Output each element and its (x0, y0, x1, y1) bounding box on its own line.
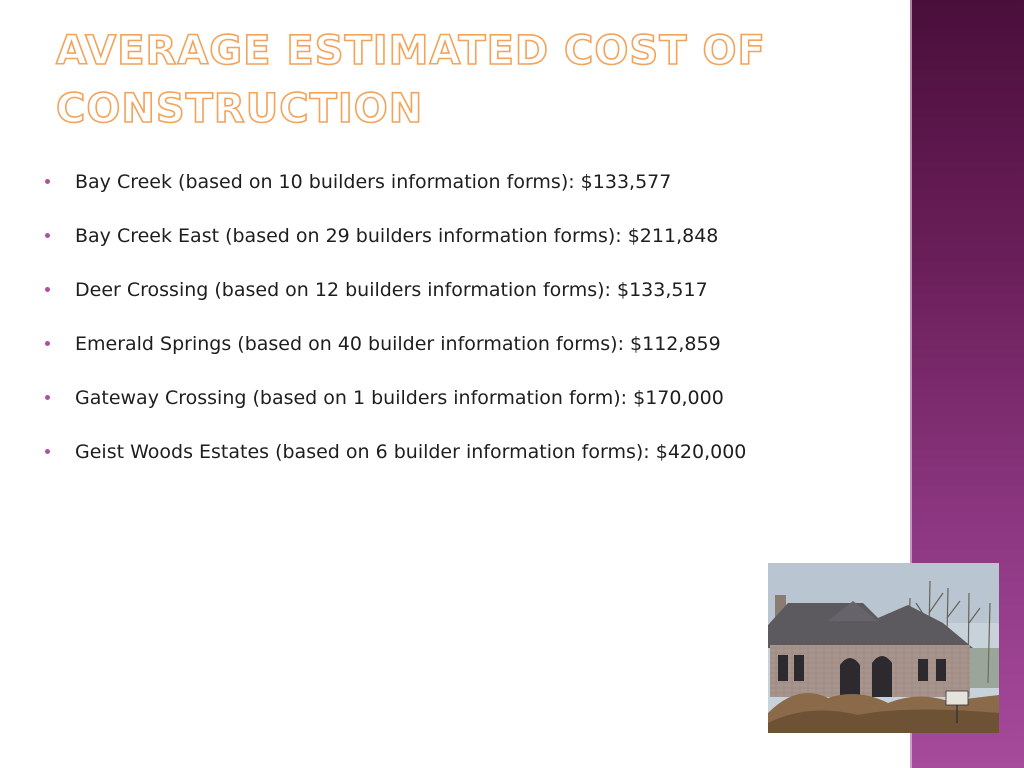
bullet-text: Geist Woods Estates (based on 6 builder information forms): $420,000 (75, 441, 747, 463)
bullet-dot-icon (45, 449, 50, 454)
bullet-item (44, 274, 904, 328)
bullet-dot-icon (45, 233, 50, 238)
bullet-text: Deer Crossing (based on 12 builders information forms): $133,517 (75, 279, 708, 301)
bullet-item (44, 382, 904, 436)
bullet-item (44, 220, 904, 274)
slide-title: AVERAGE ESTIMATED COST OF CONSTRUCTION (56, 28, 766, 132)
bullet-dot-icon (45, 395, 50, 400)
bullet-text: Bay Creek East (based on 29 builders information forms): $211,848 (75, 225, 719, 247)
bullet-text: Emerald Springs (based on 40 builder information forms): $112,859 (75, 333, 721, 355)
bullet-text: Bay Creek (based on 10 builders information forms): $133,577 (75, 171, 672, 193)
bullet-text: Gateway Crossing (based on 1 builders information form): $170,000 (75, 387, 724, 409)
bullet-dot-icon (45, 287, 50, 292)
bullet-dot-icon (45, 341, 50, 346)
bullet-list (44, 166, 904, 490)
bullet-item (44, 328, 904, 382)
bullet-item (44, 436, 904, 490)
house-photo-illustration (768, 563, 999, 733)
house-photo (768, 563, 999, 733)
bullet-item (44, 166, 904, 220)
bullet-dot-icon (45, 179, 50, 184)
